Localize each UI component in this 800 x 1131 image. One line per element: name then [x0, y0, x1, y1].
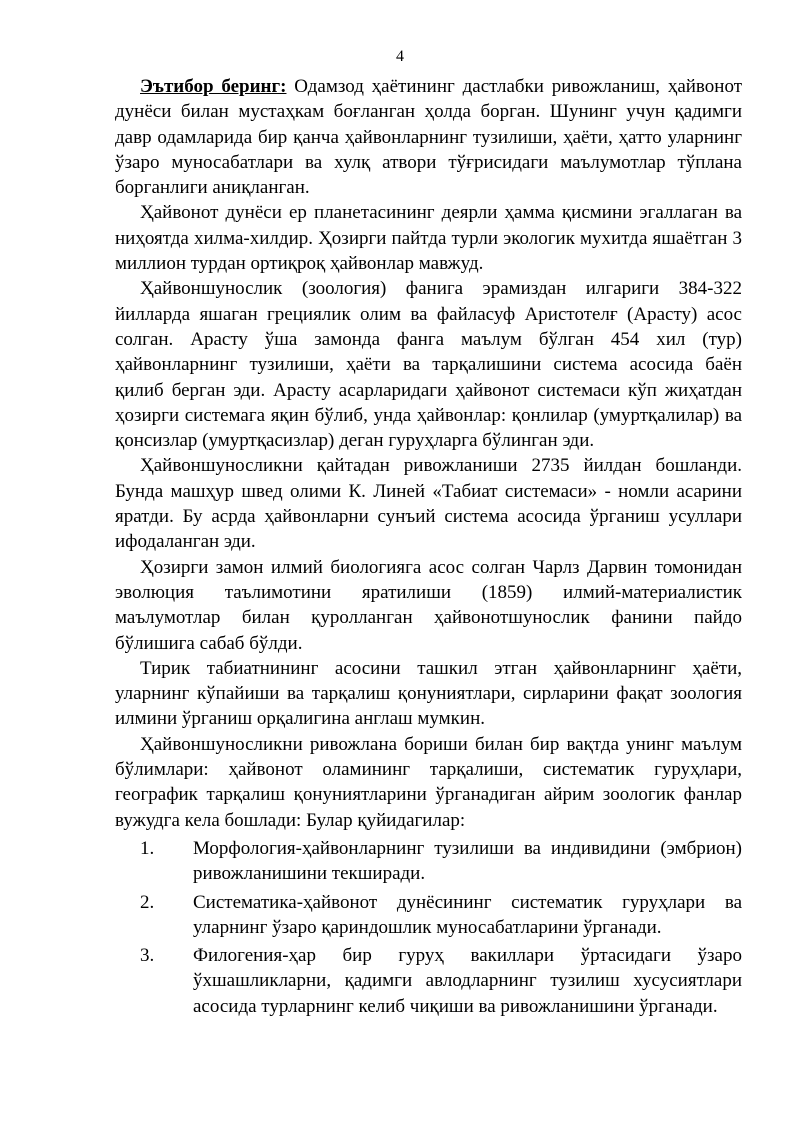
paragraph-aristotle: Ҳайвоншунослик (зоология) фанига эрамиздан илгариги 384-322 йилларда яшаган грециялик олим ва файласуф Аристотелғ (Арасту) асос солган. Арасту ўша замонда фанга маълум бўлган 454 хил (тур) ҳайвонларнинг тузилиши, ҳаёти ва тарқалишини система асосида баён қилиб берган эди. Арасту асарларидаги ҳайвонот системаси кўп жиҳатдан ҳозирги системага яқин бўлиб, унда ҳайвонлар: қонлилар (умуртқалилар) ва қонсизлар (умуртқасизлар) деган гуруҳларга бўлинган эди. — [115, 278, 742, 452]
list-item-number: 3. — [140, 945, 155, 967]
list-item-text: Систематика-ҳайвонот дунёсининг систематик гуруҳлари ва уларнинг ўзаро қариндошлик муносабатларини ўрганади. — [193, 891, 742, 938]
list-item — [115, 943, 742, 1019]
list-item — [115, 890, 742, 941]
paragraph-animal-world: Ҳайвонот дунёси ер планетасининг деярли ҳамма қисмини эгаллаган ва ниҳоятда хилма-хилдир. Ҳозирги пайтда турли экологик мухитда яшаётган 3 миллион турдан ортиқроқ ҳайвонлар мавжуд. — [115, 202, 742, 275]
list-item-text: Филогения-ҳар бир гуруҳ вакиллари ўртасидаги ўзаро ўхшашликларни, қадимги авлодларнинг тузилиш хусусиятлари асосида турларнинг келиб чиқиши ва ривожланишини ўрганади. — [193, 945, 742, 1017]
list-item — [115, 836, 742, 887]
list-item-number: 2. — [140, 891, 155, 913]
paragraph-darwin: Ҳозирги замон илмий биологияга асос солган Чарлз Дарвин томонидан эволюция таълимотини яратилиши (1859) илмий-материалистик маълумотлар билан қуролланган ҳайвонотшунослик фанини пайдо бўлишига сабаб бўлди. — [115, 556, 742, 654]
paragraph-attention-text: Одамзод ҳаётининг дастлабки ривожланиш, ҳайвонот дунёси билан мустаҳкам боғланган ҳолда борган. Шунинг учун қадимги давр одамларида бир қанча ҳайвонларнинг тузилиши, ҳаёти, ҳатто уларнинг ўзаро муносабатлари ва хулқ атвори тўғрисидаги маълумотлар тўплана борганлиги аниқланган. — [115, 76, 742, 199]
list-item-text: Морфология-ҳайвонларнинг тузилиши ва индивидини (эмбрион) ривожланишини текширади. — [193, 837, 742, 885]
list-item-number: 1. — [140, 837, 155, 859]
paragraph-linnaeus: Ҳайвоншуносликни қайтадан ривожланиши 2735 йилдан бошланди. Бунда машҳур швед олими К. Линей «Табиат системаси» - номли асарини яратди. Бу асрда ҳайвонларни сунъий система асосида ўрганиш усуллари ифодаланган эди. — [115, 455, 742, 553]
document-body — [115, 74, 742, 1019]
attention-label: Эътибор беринг: — [140, 76, 287, 97]
paragraph-branches: Ҳайвоншуносликни ривожлана бориши билан бир вақтда унинг маълум бўлимлари: ҳайвонот оламининг тарқалиши, систематик гуруҳлари, географик тарқалиш қонуниятларини ўрганадиган айрим зоологик фанлар вужудга кела бошлади: Булар қуйидагилар: — [115, 733, 742, 831]
paragraph-zoology-study: Тирик табиатнининг асосини ташкил этган ҳайвонларнинг ҳаёти, уларнинг кўпайиши ва тарқалиш қонуниятлари, сирларини фақат зоология илмини ўрганиш орқалигина англаш мумкин. — [115, 657, 742, 730]
page-number: 4 — [396, 48, 404, 65]
paragraph-attention — [115, 74, 742, 200]
zoology-branches-list — [115, 836, 742, 1019]
